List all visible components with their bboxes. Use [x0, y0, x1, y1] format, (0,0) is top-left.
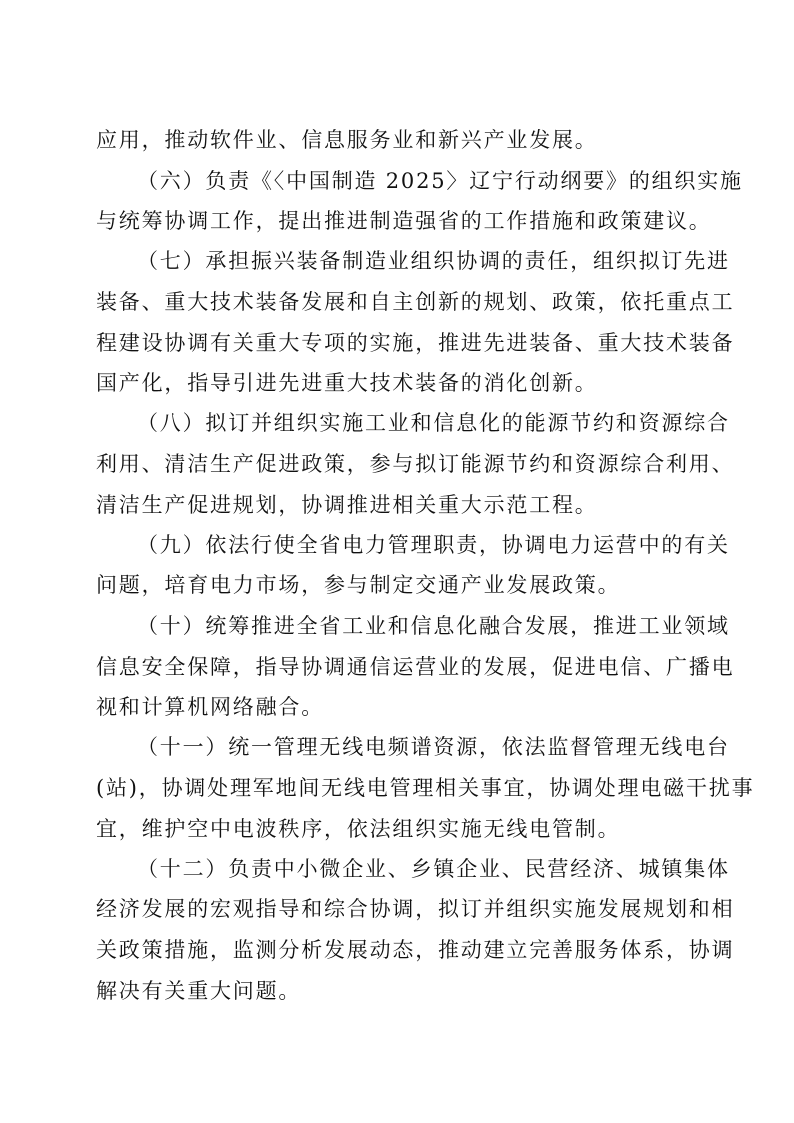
text-line: 经济发展的宏观指导和综合协调，拟订并组织实施发展规划和相 [96, 897, 735, 921]
text-line: 应用，推动软件业、信息服务业和新兴产业发展。 [96, 128, 598, 152]
text-line: 国产化，指导引进先进重大技术装备的消化创新。 [96, 371, 598, 395]
text-line: （七）承担振兴装备制造业组织协调的责任，组织拟订先进 [137, 249, 730, 273]
text-line: 信息安全保障，指导协调通信运营业的发展，促进电信、广播电 [96, 655, 735, 679]
text-line: 利用、清洁生产促进政策，参与拟订能源节约和资源综合利用、 [96, 452, 735, 476]
text-line: 清洁生产促进规划，协调推进相关重大示范工程。 [96, 493, 598, 517]
text-line: （九）依法行使全省电力管理职责，协调电力运营中的有关 [137, 533, 730, 557]
text-line: (站)，协调处理军地间无线电管理相关事宜，协调处理电磁干扰事 [96, 776, 755, 800]
text-line: （十二）负责中小微企业、乡镇企业、民营经济、城镇集体 [137, 857, 730, 881]
text-line: （十）统筹推进全省工业和信息化融合发展，推进工业领域 [137, 614, 730, 638]
text-line: 问题，培育电力市场，参与制定交通产业发展政策。 [96, 573, 621, 597]
text-line: 装备、重大技术装备发展和自主创新的规划、政策，依托重点工 [96, 290, 735, 314]
text-line: 关政策措施，监测分析发展动态，推动建立完善服务体系，协调 [96, 938, 735, 962]
text-line: 解决有关重大问题。 [96, 979, 302, 1003]
text-line: 视和计算机网络融合。 [96, 695, 324, 719]
text-line: 与统筹协调工作，提出推进制造强省的工作措施和政策建议。 [96, 209, 712, 233]
text-line: 程建设协调有关重大专项的实施，推进先进装备、重大技术装备 [96, 331, 735, 355]
text-line: （六）负责《〈中国制造 2025〉辽宁行动纲要》的组织实施 [137, 169, 743, 193]
text-line: （八）拟订并组织实施工业和信息化的能源节约和资源综合 [137, 411, 730, 435]
text-line: 宜，维护空中电波秩序，依法组织实施无线电管制。 [96, 817, 621, 841]
text-line: （十一）统一管理无线电频谱资源，依法监督管理无线电台 [137, 735, 730, 759]
